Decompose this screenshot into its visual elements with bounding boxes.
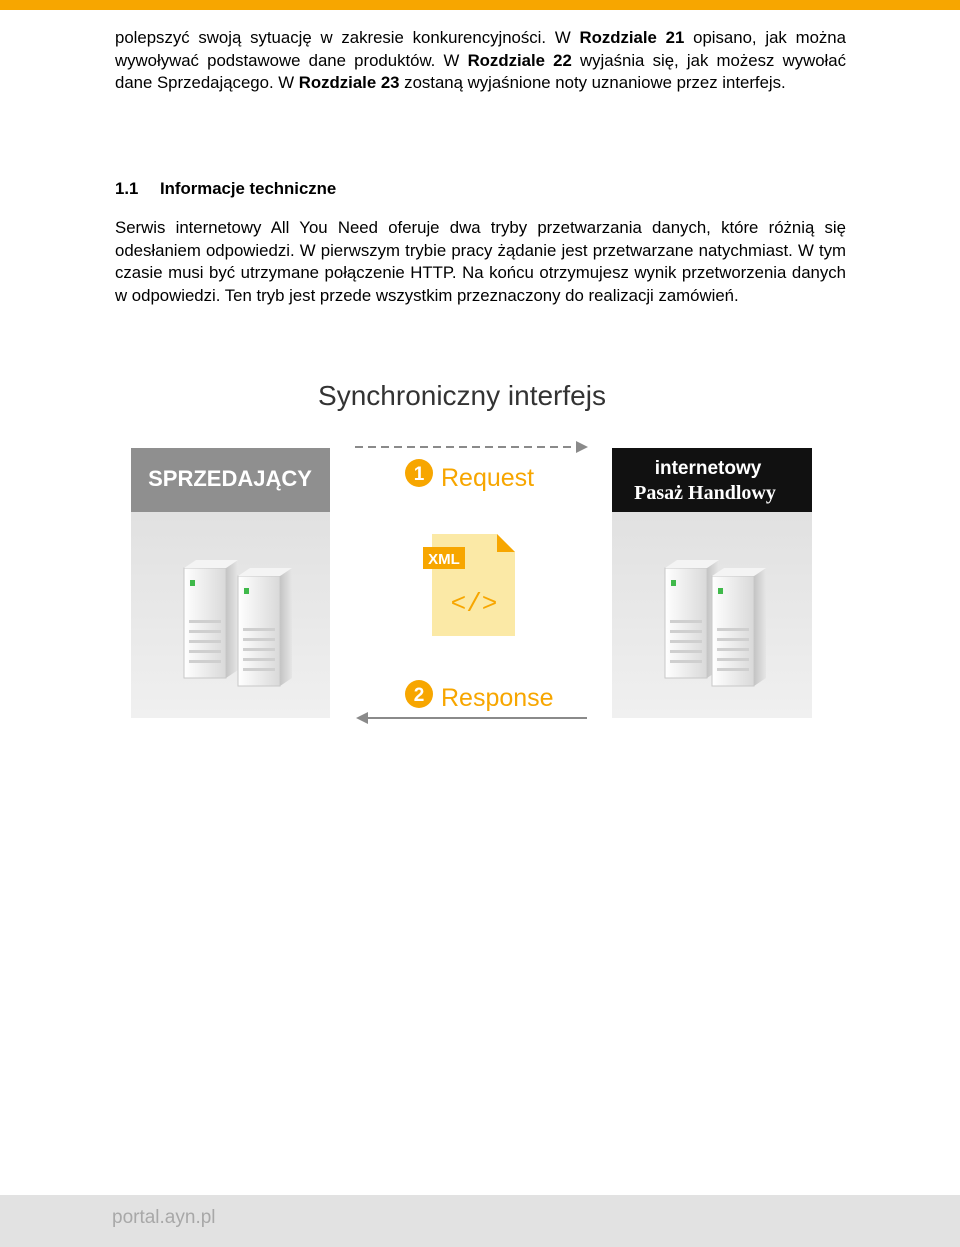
request-label: Request	[441, 464, 535, 492]
request-arrow	[355, 441, 588, 453]
marketplace-label-line2: Pasaż Handlowy	[634, 482, 776, 504]
intro-paragraph	[115, 27, 846, 95]
response-label: Response	[441, 684, 554, 712]
intro-text-1: polepszyć swoją sytuację w zakresie konkurencyjności. W	[115, 28, 580, 47]
response-arrow	[356, 712, 587, 724]
top-accent-bar	[0, 0, 960, 10]
chapter-ref-22: Rozdziale 22	[467, 50, 572, 70]
chapter-ref-21: Rozdziale 21	[579, 28, 685, 47]
intro-text-2: opisano, jak można wywoływać podstawowe dane produktów. W	[115, 28, 846, 70]
diagram-title: Synchroniczny interfejs	[318, 380, 606, 411]
intro-text-4: zostaną wyjaśnione noty uznaniowe przez interfejs.	[399, 73, 786, 93]
seller-label: SPRZEDAJĄCY	[148, 466, 312, 491]
diagram-canvas	[0, 360, 960, 740]
section-number: 1.1	[115, 179, 139, 198]
intro-text-3: wyjaśnia się, jak możesz wywołać dane Sprzedającego. W	[115, 50, 846, 93]
section-body: Serwis internetowy All You Need oferuje dwa tryby przetwarzania danych, które różnią się odesłaniem odpowiedzi. W pierwszym trybie pracy żądanie jest przetwarzane natychmiast. W tym czasie musi być utrzymane połączenie HTTP. Na końcu otrzymujesz wynik przetworzenia danych w odpowiedzi. Ten tryb jest przede wszystkim przeznaczony do realizacji zamówień.	[115, 218, 846, 306]
marketplace-server-icon	[665, 560, 766, 686]
request-step-number: 1	[413, 464, 425, 485]
response-step-number: 2	[413, 685, 425, 706]
section-title: Informacje techniczne	[160, 179, 337, 198]
page-footer	[0, 1195, 960, 1247]
xml-code-symbol: </>	[450, 589, 498, 619]
footer-url: portal.ayn.pl	[112, 1207, 216, 1228]
marketplace-panel	[612, 448, 812, 718]
seller-panel	[131, 448, 330, 718]
request-step	[405, 459, 534, 492]
marketplace-label-line1: internetowy	[654, 458, 762, 479]
chapter-ref-23: Rozdziale 23	[298, 73, 400, 93]
seller-server-icon	[184, 560, 292, 686]
xml-badge-text: XML	[428, 551, 460, 568]
section-heading	[115, 178, 336, 200]
xml-document-icon	[423, 534, 515, 636]
sync-interface-diagram	[0, 360, 960, 740]
response-step	[405, 680, 554, 712]
